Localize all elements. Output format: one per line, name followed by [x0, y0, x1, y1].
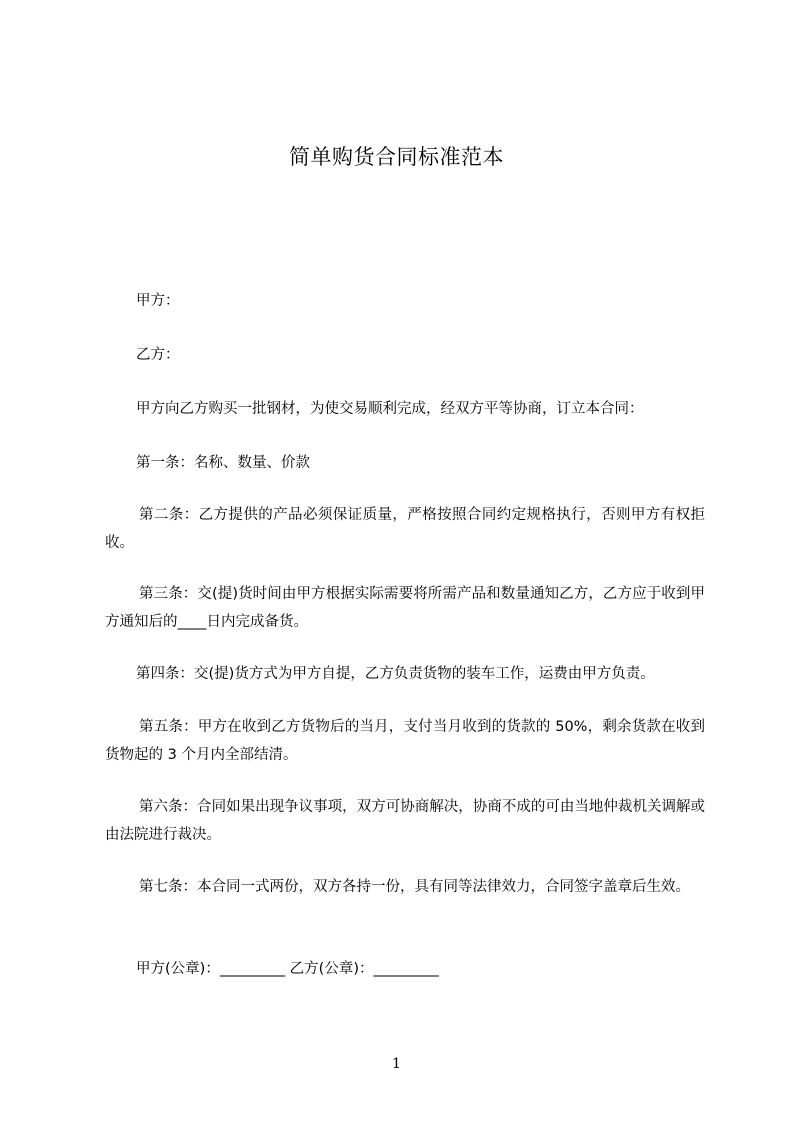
article-7: 第七条：本合同一式两份，双方各持一份，具有同等法律效力，合同签字盖章后生效。	[139, 879, 690, 895]
document-title: 简单购货合同标准范本	[289, 145, 504, 169]
article-5: 第五条：甲方在收到乙方货物后的当月，支付当月收到的货款的 50%，剩余货款在收到货物起的 3 个月内全部结清。	[105, 719, 705, 763]
party-b-label: 乙方：	[136, 347, 180, 363]
article-6: 第六条：合同如果出现争议事项，双方可协商解决，协商不成的可由当地仲裁机关调解或由法院进行裁决。	[105, 799, 705, 843]
page-number: 1	[392, 1056, 401, 1072]
signature-line: 甲方(公章)：_________ 乙方(公章)：_________	[136, 961, 439, 977]
party-a-label: 甲方：	[136, 293, 180, 309]
article-3: 第三条：交(提)货时间由甲方根据实际需要将所需产品和数量通知乙方，乙方应于收到甲方通知后的____日内完成备货。	[105, 586, 705, 630]
article-1: 第一条：名称、数量、价款	[136, 455, 310, 471]
article-2: 第二条：乙方提供的产品必须保证质量，严格按照合同约定规格执行，否则甲方有权拒收。	[105, 507, 705, 551]
contract-intro: 甲方向乙方购买一批钢材，为使交易顺利完成，经双方平等协商，订立本合同：	[136, 401, 644, 417]
article-4: 第四条：交(提)货方式为甲方自提，乙方负责货物的装车工作，运费由甲方负责。	[136, 666, 655, 682]
